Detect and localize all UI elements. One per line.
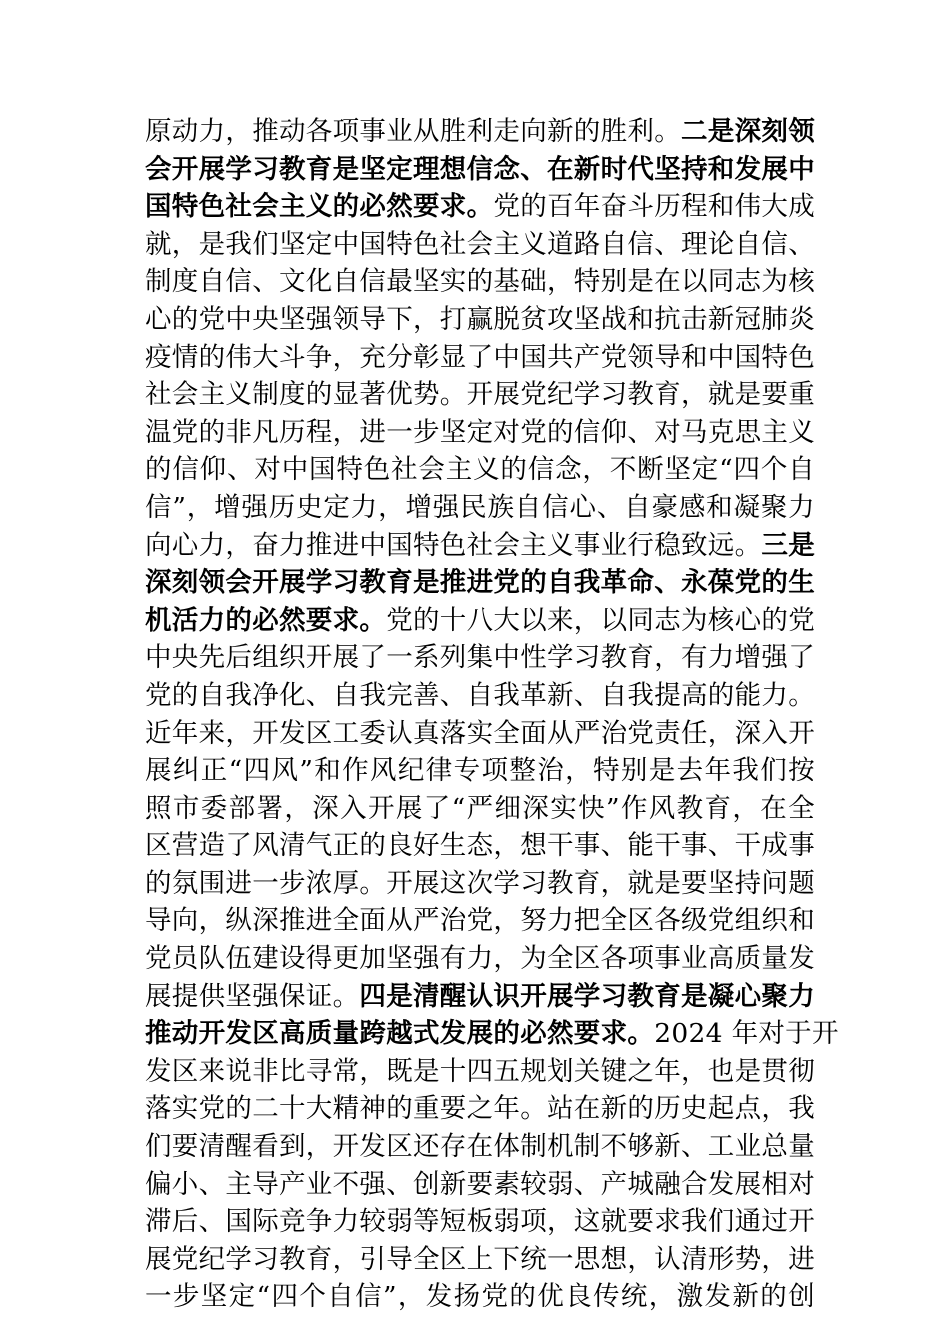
text-line (145, 527, 815, 565)
text-line (145, 902, 815, 940)
body-text-segment: 温党的非凡历程，进一步坚定对党的信仰、对马克思主义 (145, 416, 815, 448)
body-text-segment: 疫情的伟大斗争，充分彰显了中国共产党领导和中国特色 (145, 341, 815, 373)
text-line (145, 188, 815, 226)
body-text-segment: 中央先后组织开展了一系列集中性学习教育，有力增强了 (145, 642, 815, 674)
body-text-segment: 展提供坚强保证。 (145, 980, 360, 1012)
body-text-segment: 滞后、国际竞争力较弱等短板弱项，这就要求我们通过开 (145, 1206, 815, 1238)
body-text-segment: 原动力，推动各项事业从胜利走向新的胜利。 (145, 116, 681, 147)
body-text-segment: 心的党中央坚强领导下，打赢脱贫攻坚战和抗击新冠肺炎 (145, 303, 815, 335)
text-line (145, 1203, 815, 1241)
body-text-segment: 党的自我净化、自我完善、自我革新、自我提高的能力。 (145, 679, 815, 711)
body-text-segment: 党员队伍建设得更加坚强有力，为全区各项事业高质量发 (145, 943, 815, 975)
text-line (145, 1241, 815, 1279)
body-text-segment: 偏小、主导产业不强、创新要素较弱、产城融合发展相对 (145, 1168, 815, 1200)
text-line (145, 752, 815, 790)
bold-text: 四是清醒认识开展学习教育是凝心聚力 (359, 980, 816, 1012)
bold-text: 会开展学习教育是坚定理想信念、在新时代坚持和发展中 (145, 153, 815, 185)
text-line (145, 602, 815, 640)
text-line (145, 1015, 839, 1053)
text-line (145, 715, 815, 753)
text-line (145, 376, 815, 414)
text-line (145, 1166, 815, 1204)
text-line (145, 1278, 815, 1316)
text-line (145, 263, 815, 301)
text-line (145, 151, 815, 189)
body-text-segment: 照市委部署，深入开展了“严细深实快”作风教育，在全 (145, 792, 815, 824)
bold-text: 国特色社会主义的必然要求。 (145, 191, 494, 223)
body-text-segment: 向心力，奋力推进中国特色社会主义事业行稳致远。 (145, 529, 762, 561)
text-line (145, 639, 815, 677)
text-line (145, 827, 815, 865)
body-text-segment: 落实党的二十大精神的重要之年。站在新的历史起点，我 (145, 1093, 815, 1125)
body-text-segment: 展党纪学习教育，引导全区上下统一思想，认清形势，进 (145, 1243, 815, 1275)
body-text-segment: 的氛围进一步浓厚。开展这次学习教育，就是要坚持问题 (145, 867, 815, 899)
text-line (145, 790, 815, 828)
bold-text: 机活力的必然要求。 (145, 604, 387, 636)
body-text-segment: 信”，增强历史定力，增强民族自信心、自豪感和凝聚力 (145, 491, 815, 523)
body-text-segment: 展纠正“四风”和作风纪律专项整治，特别是去年我们按 (145, 755, 815, 787)
bold-text: 推动开发区高质量跨越式发展的必然要求。 (145, 1018, 655, 1050)
bold-text: 二是深刻领 (681, 116, 815, 147)
body-text-segment: 发区来说非比寻常，既是十四五规划关键之年，也是贯彻 (145, 1055, 815, 1087)
body-text (145, 113, 839, 1316)
body-text-segment: 党的百年奋斗历程和伟大成 (493, 191, 816, 223)
text-line (145, 226, 815, 264)
bold-text: 深刻领会开展学习教育是推进党的自我革命、永葆党的生 (145, 567, 815, 599)
text-line (145, 677, 815, 715)
body-text-segment: 就，是我们坚定中国特色社会主义道路自信、理论自信、 (145, 228, 815, 260)
body-text-segment: 的信仰、对中国特色社会主义的信念，不断坚定“四个自 (145, 454, 815, 486)
text-line (145, 414, 815, 452)
text-line (145, 113, 815, 151)
body-text-segment: 区营造了风清气正的良好生态，想干事、能干事、干成事 (145, 830, 815, 862)
text-line (145, 564, 815, 602)
body-text-segment: 导向，纵深推进全面从严治党，努力把全区各级党组织和 (145, 905, 815, 937)
text-line (145, 339, 815, 377)
text-line (145, 940, 815, 978)
bold-text: 三是 (761, 529, 816, 561)
body-text-segment: 们要清醒看到，开发区还存在体制机制不够新、工业总量 (145, 1131, 815, 1163)
text-line (145, 1053, 815, 1091)
text-line (145, 978, 815, 1016)
text-line (145, 451, 815, 489)
body-text-segment: 制度自信、文化自信最坚实的基础，特别是在以同志为核 (145, 266, 815, 298)
body-text-segment: 社会主义制度的显著优势。开展党纪学习教育，就是要重 (145, 379, 815, 411)
text-line (145, 489, 815, 527)
text-line (145, 865, 815, 903)
text-line (145, 1090, 815, 1128)
text-line (145, 1128, 815, 1166)
body-text-segment: 近年来，开发区工委认真落实全面从严治党责任，深入开 (145, 717, 815, 749)
body-text-segment: 党的十八大以来，以同志为核心的党 (386, 604, 816, 636)
text-line (145, 301, 815, 339)
body-text-segment: 2024 年对于开 (654, 1018, 839, 1050)
body-text-segment: 一步坚定“四个自信”，发扬党的优良传统，激发新的创 (145, 1281, 815, 1313)
